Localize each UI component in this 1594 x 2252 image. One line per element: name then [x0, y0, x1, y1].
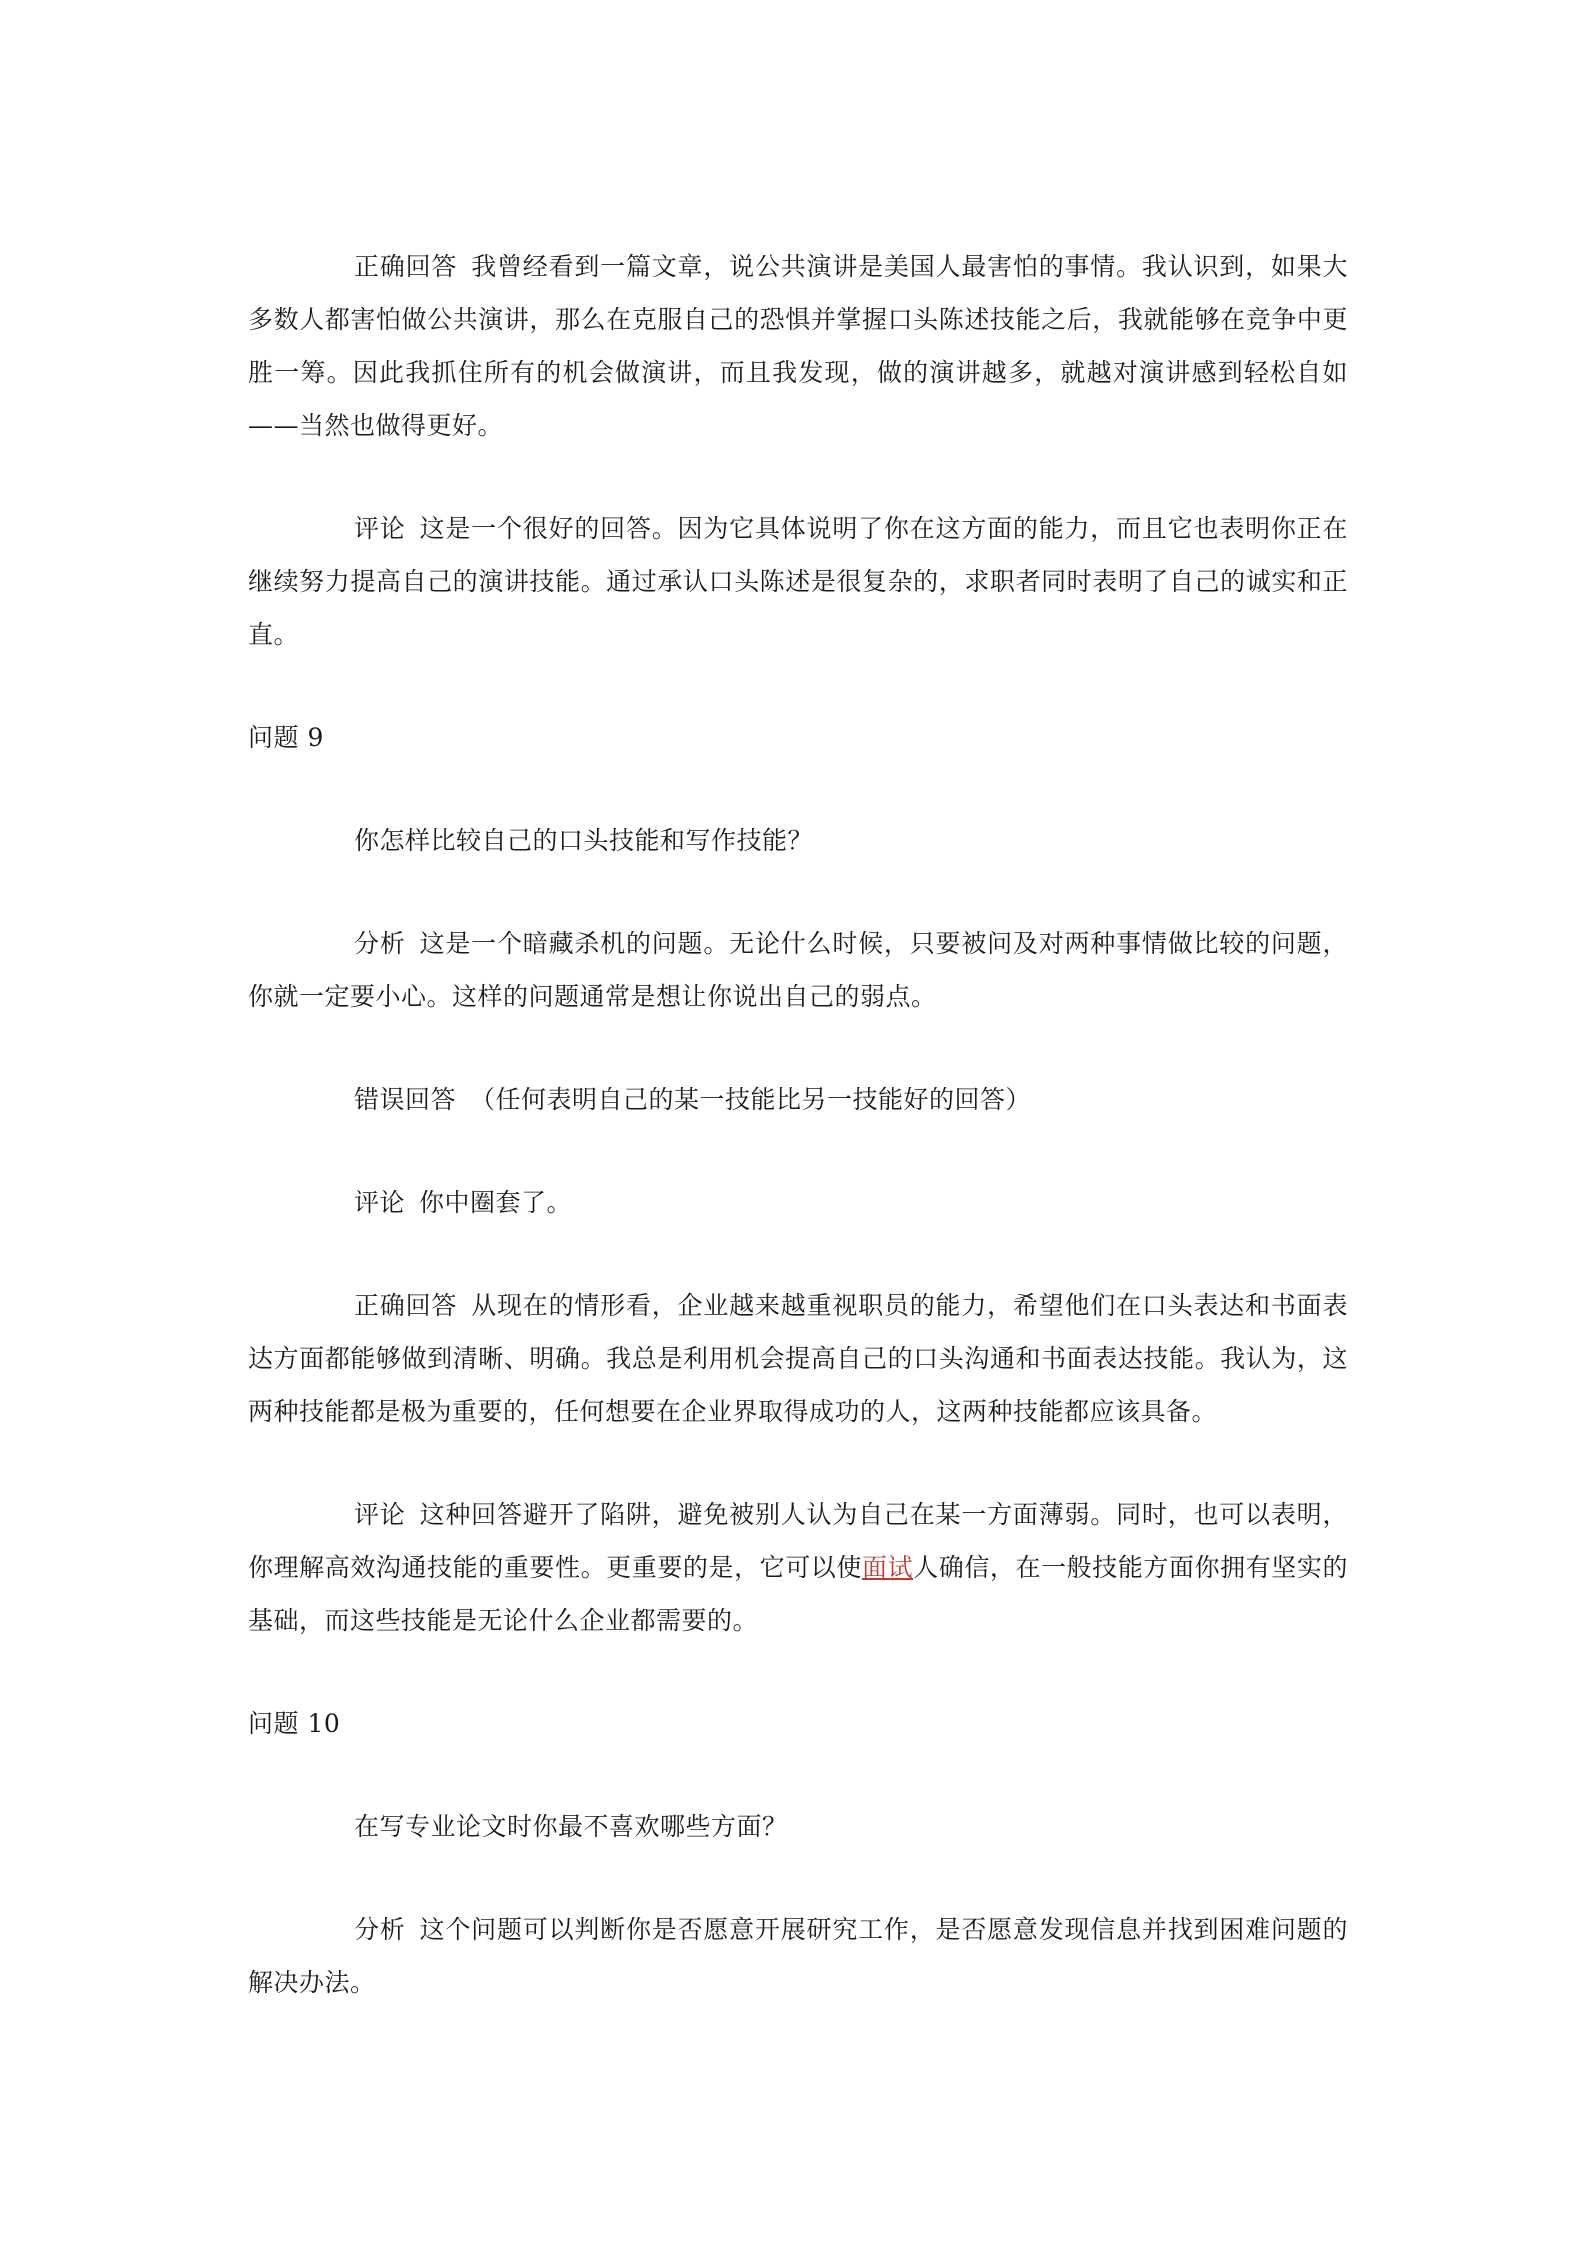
paragraph-text: 你中圈套了。 — [419, 1188, 573, 1217]
label-correct-answer: 正确回答 — [354, 1291, 458, 1320]
paragraph-comment-9a — [248, 1176, 1348, 1229]
paragraph-comment-1 — [248, 502, 1348, 661]
paragraph-text: 我曾经看到一篇文章，说公共演讲是美国人最害怕的事情。我认识到，如果大多数人都害怕做公共演讲，那么在克服自己的恐惧并掌握口头陈述技能之后，我就能够在竞争中更胜一筹。因此我抓住所有的机会做演讲，而且我发现，做的演讲越多，就越对演讲感到轻松自如——当然也做得更好。 — [248, 252, 1348, 440]
paragraph-comment-9b — [248, 1488, 1348, 1647]
paragraph-text: 这是一个暗藏杀机的问题。无论什么时候，只要被问及对两种事情做比较的问题，你就一定要小心。这样的问题通常是想让你说出自己的弱点。 — [248, 929, 1348, 1011]
label-wrong-answer: 错误回答 — [354, 1085, 457, 1114]
paragraph-analysis-10 — [248, 1903, 1348, 2009]
question-9-text: 你怎样比较自己的口头技能和写作技能？ — [354, 826, 814, 855]
question-10-text: 在写专业论文时你最不喜欢哪些方面？ — [354, 1812, 788, 1841]
question-9-heading: 问题 9 — [248, 723, 324, 752]
question-10-heading: 问题 10 — [248, 1709, 341, 1738]
paragraph-text: 人确信，在一般技能方面你拥有坚实的基础，而这些技能是无论什么企业都需要的。 — [248, 1553, 1348, 1635]
label-comment: 评论 — [354, 1500, 406, 1529]
paragraph-text: 这个问题可以判断你是否愿意开展研究工作，是否愿意发现信息并找到困难问题的解决办法。 — [248, 1915, 1348, 1997]
label-analysis: 分析 — [354, 1915, 406, 1944]
document-page — [248, 240, 1348, 2009]
label-correct-answer: 正确回答 — [354, 252, 458, 281]
label-comment: 评论 — [354, 1188, 406, 1217]
paragraph-analysis-9 — [248, 917, 1348, 1023]
paragraph-text: 这是一个很好的回答。因为它具体说明了你在这方面的能力，而且它也表明你正在继续努力提高自己的演讲技能。通过承认口头陈述是很复杂的，求职者同时表明了自己的诚实和正直。 — [248, 514, 1348, 649]
label-analysis: 分析 — [354, 929, 406, 958]
paragraph-text: 从现在的情形看，企业越来越重视职员的能力，希望他们在口头表达和书面表达方面都能够做到清晰、明确。我总是利用机会提高自己的口头沟通和书面表达技能。我认为，这两种技能都是极为重要的，任何想要在企业界取得成功的人，这两种技能都应该具备。 — [248, 1291, 1348, 1426]
paragraph-correct-answer-9 — [248, 1279, 1348, 1438]
label-comment: 评论 — [354, 514, 406, 543]
paragraph-wrong-answer-9 — [248, 1073, 1348, 1126]
paragraph-text: （任何表明自己的某一技能比另一技能好的回答） — [470, 1085, 1032, 1114]
paragraph-correct-answer-1 — [248, 240, 1348, 452]
paragraph-text: 这种回答避开了陷阱，避免被别人认为自己在某一方面薄弱。同时，也可以表明，你理解高效沟通技能的重要性。更重要的是，它可以使 — [248, 1500, 1348, 1582]
interview-link[interactable]: 面试 — [861, 1553, 914, 1582]
